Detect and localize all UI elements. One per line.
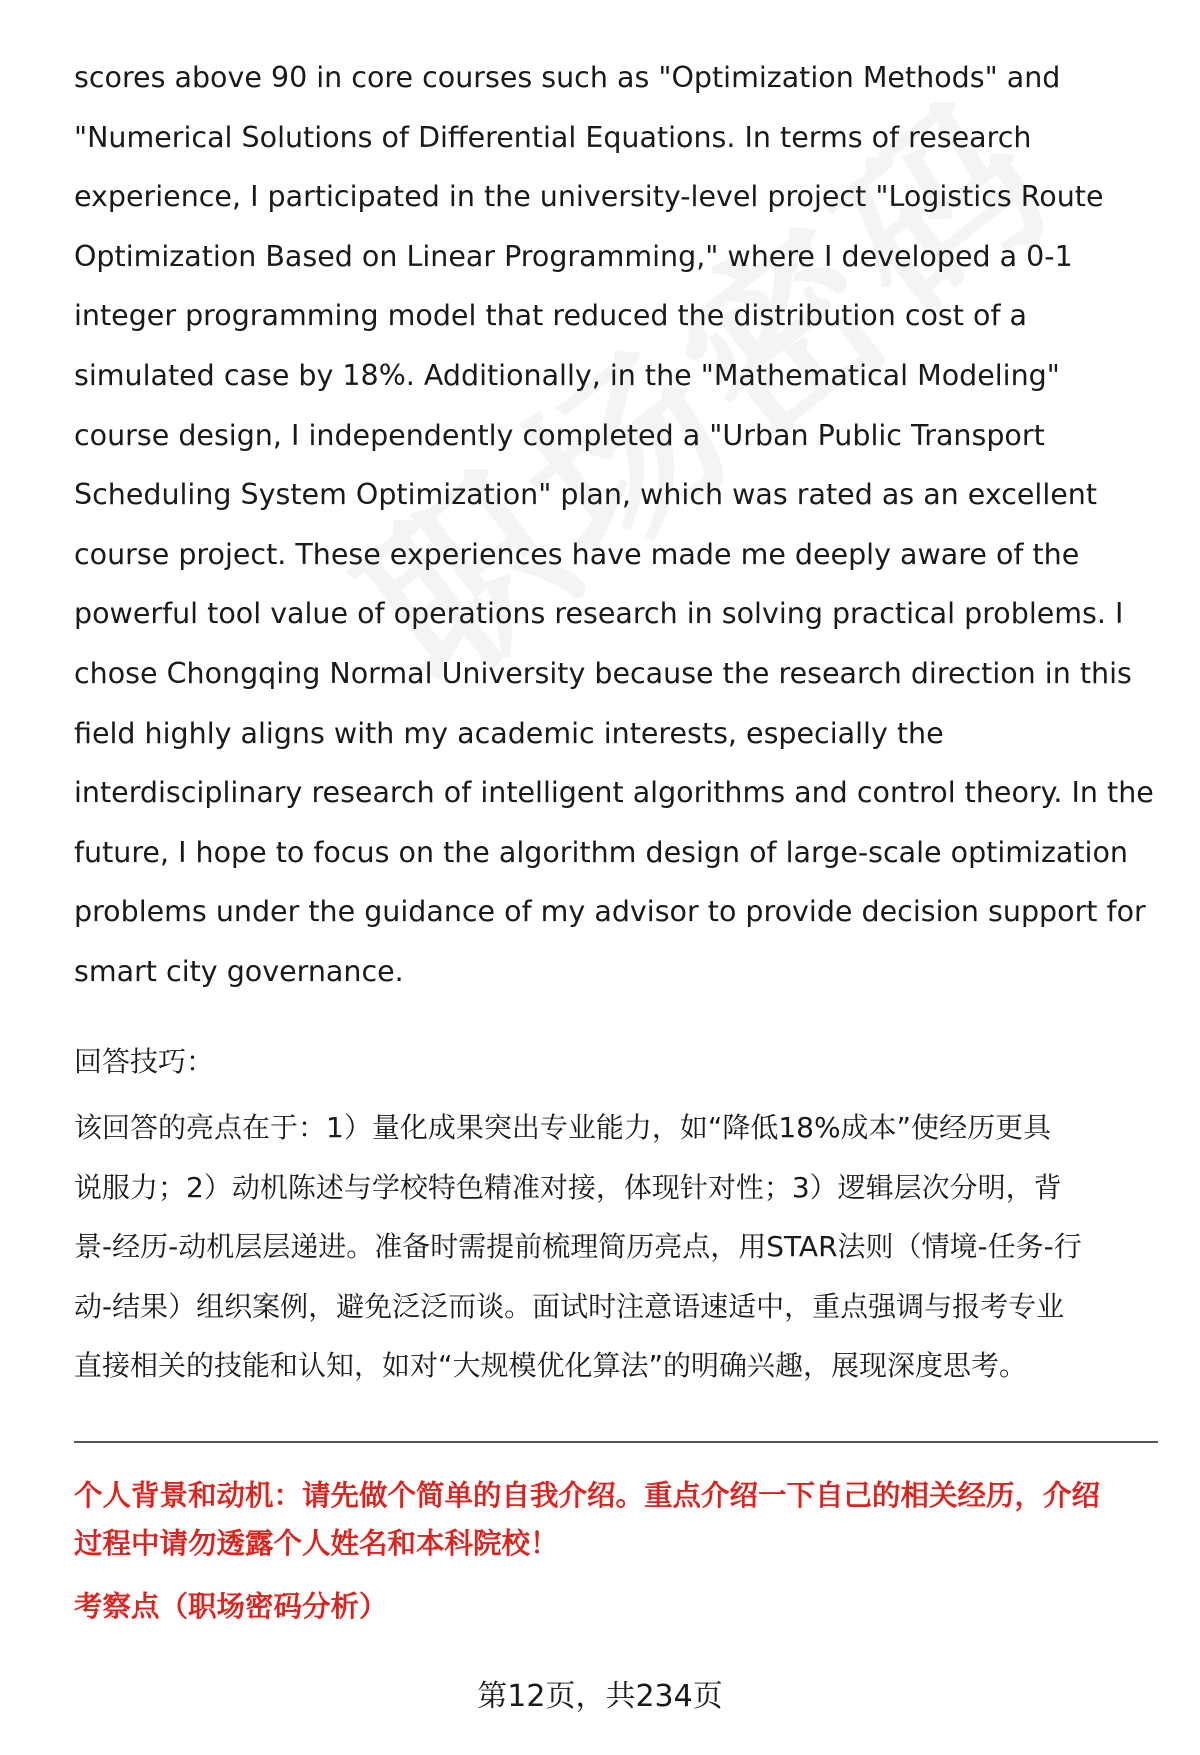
answer-line: "Numerical Solutions of Differential Equations. In terms of research — [74, 120, 1032, 154]
question-line: 个人背景和动机：请先做个简单的自我介绍。重点介绍一下自己的相关经历，介绍 — [74, 1479, 1101, 1512]
tips-line: 景-经历-动机层层递进。准备时需提前梳理简历亮点，用STAR法则（情境-任务-行 — [74, 1230, 1082, 1263]
tips-line: 直接相关的技能和认知，如对“大规模优化算法”的明确兴趣，展现深度思考。 — [74, 1349, 1028, 1382]
answer-line: interdisciplinary research of intelligent algorithms and control theory. In the — [74, 776, 1154, 810]
answer-line: course project. These experiences have made me deeply aware of the — [74, 537, 1080, 571]
answer-line: chose Chongqing Normal University because the research direction in this — [74, 656, 1132, 690]
question-line: 过程中请勿透露个人姓名和本科院校！ — [74, 1527, 559, 1560]
tips-line: 动-结果）组织案例，避免泛泛而谈。面试时注意语速适中，重点强调与报考专业 — [74, 1289, 1065, 1323]
assessment-points-heading: 考察点（职场密码分析） — [74, 1590, 388, 1623]
answer-line: course design, I independently completed a "Urban Public Transport — [74, 418, 1045, 452]
answer-line: simulated case by 18%. Additionally, in the "Mathematical Modeling" — [74, 358, 1060, 392]
section-divider — [74, 1441, 1158, 1443]
tips-paragraph — [74, 1098, 1164, 1396]
answer-line: future, I hope to focus on the algorithm design of large-scale optimization — [74, 835, 1128, 869]
answer-line: powerful tool value of operations research in solving practical problems. I — [74, 597, 1124, 631]
answer-line: field highly aligns with my academic interests, especially the — [74, 716, 944, 750]
answer-paragraph — [74, 48, 1164, 1002]
answer-line: scores above 90 in core courses such as "Optimization Methods" and — [74, 61, 1061, 94]
answer-line: smart city governance. — [74, 954, 404, 988]
answer-line: Scheduling System Optimization" plan, which was rated as an excellent — [74, 478, 1098, 512]
question-heading — [74, 1472, 1164, 1568]
answer-line: experience, I participated in the university-level project "Logistics Route — [74, 180, 1104, 214]
tips-title: 回答技巧： — [74, 1045, 215, 1078]
tips-line: 说服力；2）动机陈述与学校特色精准对接，体现针对性；3）逻辑层次分明，背 — [74, 1170, 1062, 1204]
answer-line: problems under the guidance of my advisor to provide decision support for — [74, 895, 1146, 929]
tips-line: 该回答的亮点在于：1）量化成果突出专业能力，如“降低18%成本”使经历更具 — [74, 1111, 1052, 1144]
page-number: 第12页，共234页 — [477, 1679, 723, 1714]
answer-line: integer programming model that reduced the distribution cost of a — [74, 299, 1027, 333]
answer-line: Optimization Based on Linear Programming," where I developed a 0-1 — [74, 239, 1073, 273]
